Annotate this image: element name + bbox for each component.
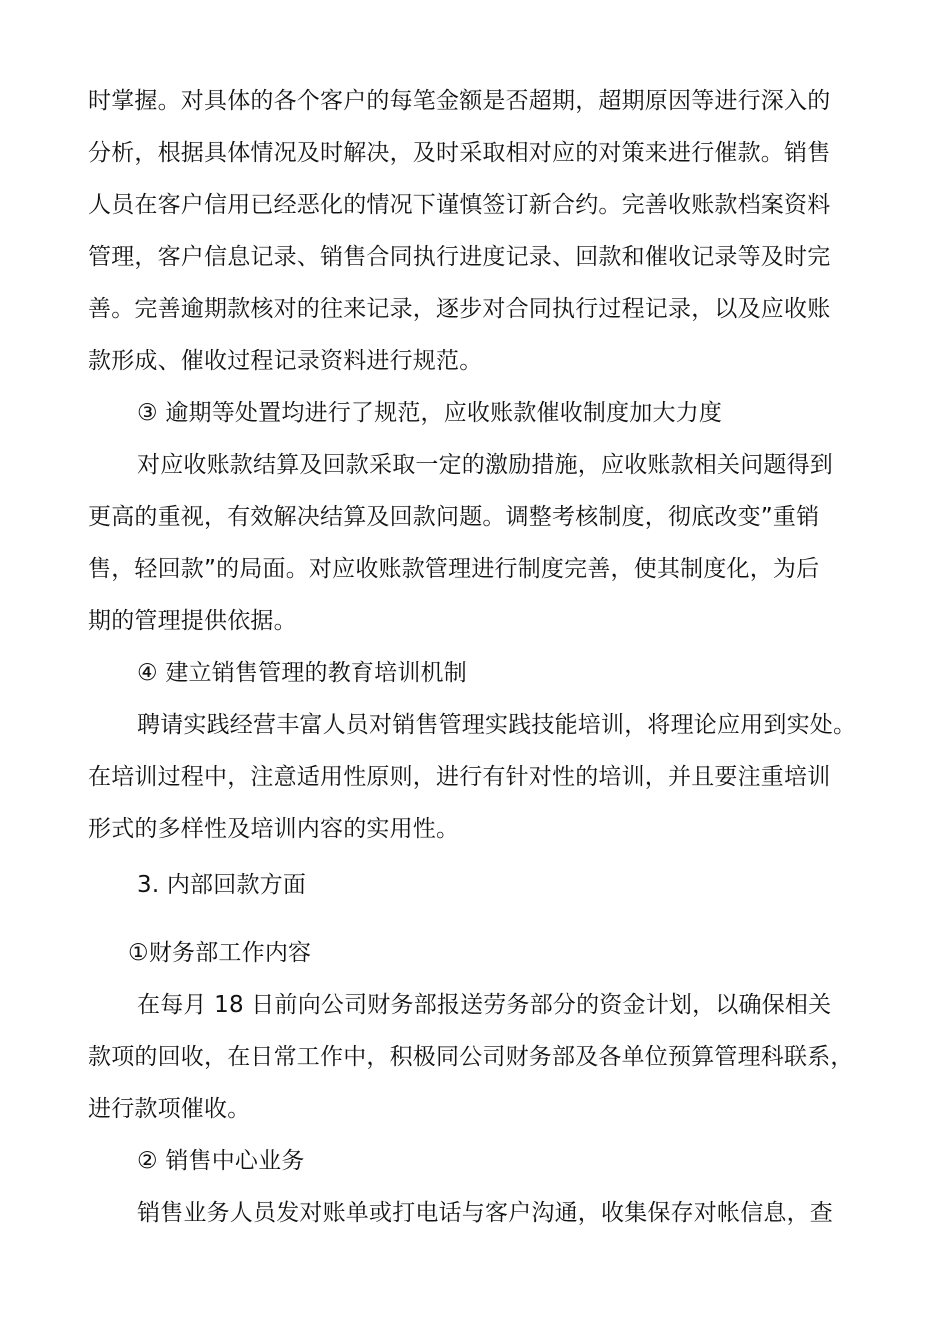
section-heading-4: ④ 建立销售管理的教育培训机制: [137, 660, 467, 686]
paragraph-line: 善。完善逾期款核对的往来记录，逐步对合同执行过程记录，以及应收账: [88, 296, 831, 322]
paragraph-line: 分析，根据具体情况及时解决，及时采取相对应的对策来进行催款。销售: [88, 140, 831, 166]
section-heading-internal-payment: 3. 内部回款方面: [137, 872, 307, 898]
subsection-heading-sales-center: ② 销售中心业务: [137, 1148, 305, 1174]
paragraph-line: 时掌握。对具体的各个客户的每笔金额是否超期，超期原因等进行深入的: [88, 88, 831, 114]
paragraph-line: 款形成、催收过程记录资料进行规范。: [88, 348, 483, 374]
paragraph-line: 期的管理提供依据。: [88, 608, 297, 634]
paragraph-line: 管理，客户信息记录、销售合同执行进度记录、回款和催收记录等及时完: [88, 244, 831, 270]
section-heading-3: ③ 逾期等处置均进行了规范，应收账款催收制度加大力度: [137, 400, 723, 426]
paragraph-line: 形式的多样性及培训内容的实用性。: [88, 816, 460, 842]
paragraph-line: 销售业务人员发对账单或打电话与客户沟通，收集保存对帐信息，查: [137, 1200, 833, 1226]
subsection-heading-finance: ①财务部工作内容: [128, 940, 312, 966]
paragraph-line: 人员在客户信用已经恶化的情况下谨慎签订新合约。完善收账款档案资料: [88, 192, 831, 218]
paragraph-line: 款项的回收，在日常工作中，积极同公司财务部及各单位预算管理科联系，: [88, 1044, 854, 1070]
paragraph-line: 进行款项催收。: [88, 1096, 251, 1122]
paragraph-line: 售，轻回款”的局面。对应收账款管理进行制度完善，使其制度化，为后: [88, 556, 820, 582]
paragraph-line: 更高的重视，有效解决结算及回款问题。调整考核制度，彻底改变”重销: [88, 504, 820, 530]
paragraph-line: 聘请实践经营丰富人员对销售管理实践技能培训，将理论应用到实处。: [137, 712, 857, 738]
paragraph-line: 在每月 18 日前向公司财务部报送劳务部分的资金计划，以确保相关: [137, 992, 832, 1018]
paragraph-line: 对应收账款结算及回款采取一定的激励措施，应收账款相关问题得到: [137, 452, 833, 478]
paragraph-line: 在培训过程中，注意适用性原则，进行有针对性的培训，并且要注重培训: [88, 764, 831, 790]
